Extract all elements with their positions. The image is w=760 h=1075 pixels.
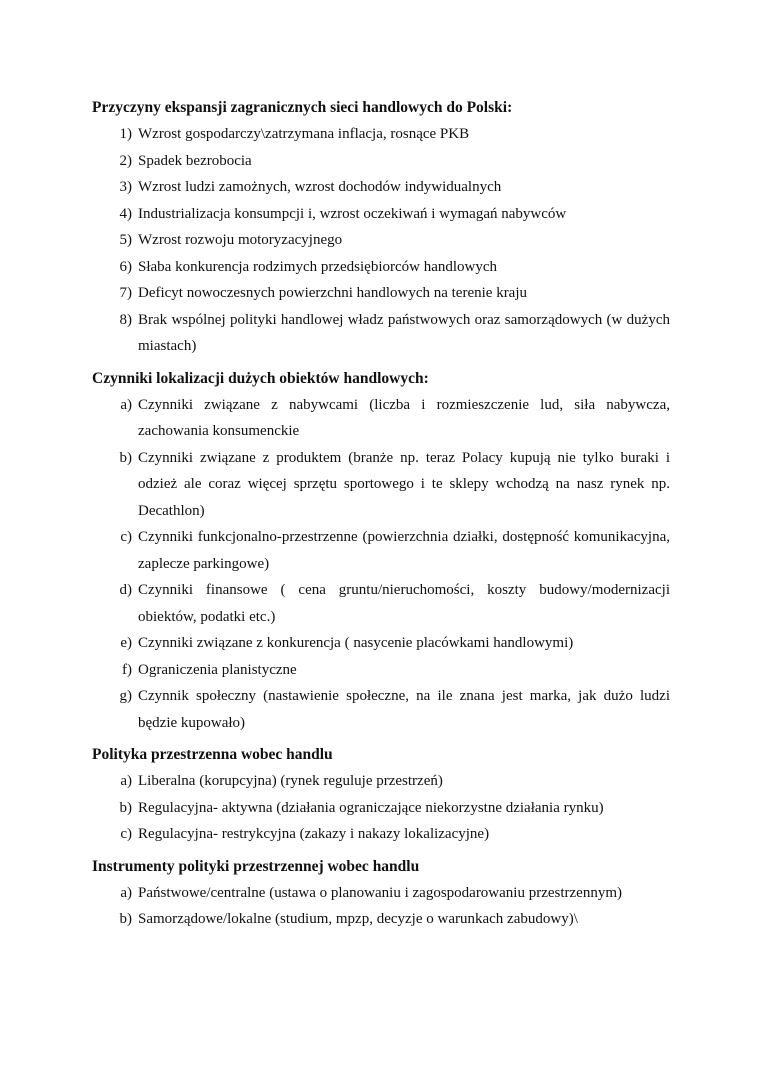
list-item-text: Czynniki funkcjonalno-przestrzenne (powierzchnia działki, dostępność komunikacyjna, zaplecze parkingowe) <box>138 529 670 572</box>
list-marker: c) <box>120 529 132 545</box>
section-heading: Instrumenty polityki przestrzennej wobec handlu <box>92 857 420 875</box>
list-marker: 1) <box>119 126 132 142</box>
list-item <box>92 880 670 907</box>
list-item-text: Państwowe/centralne (ustawa o planowaniu i zagospodarowaniu przestrzennym) <box>138 884 623 901</box>
section-location-factors <box>92 366 670 737</box>
list-marker: b) <box>119 911 132 927</box>
list-item <box>92 280 670 307</box>
list-item <box>92 524 670 577</box>
list-marker: a) <box>120 773 132 789</box>
list-item-text: Deficyt nowoczesnych powierzchni handlowych na terenie kraju <box>138 285 528 301</box>
list-item-text: Wzrost ludzi zamożnych, wzrost dochodów indywidualnych <box>138 179 502 195</box>
list-item-text: Wzrost rozwoju motoryzacyjnego <box>138 232 343 248</box>
list-item <box>92 174 670 201</box>
list-item <box>92 577 670 630</box>
list-item <box>92 906 670 933</box>
list-item-text: Czynniki związane z nabywcami (liczba i rozmieszczenie lud, siła nabywcza, zachowania konsumenckie <box>138 396 670 439</box>
section-heading: Przyczyny ekspansji zagranicznych sieci handlowych do Polski: <box>92 99 513 116</box>
list-marker: 6) <box>119 258 132 275</box>
list-marker: 5) <box>119 232 132 248</box>
list-item <box>92 795 670 822</box>
list-marker: a) <box>120 396 132 413</box>
list-marker: a) <box>120 884 132 901</box>
list-marker: 3) <box>119 179 132 195</box>
list-item <box>92 254 670 281</box>
list-marker: g) <box>119 688 132 704</box>
list-item-text: Samorządowe/lokalne (studium, mpzp, decyzje o warunkach zabudowy)\ <box>138 911 578 927</box>
list-item-text: Czynniki finansowe ( cena gruntu/nieruchomości, koszty budowy/modernizacji obiektów, podatki etc.) <box>138 582 670 625</box>
list-marker: 8) <box>119 311 132 328</box>
lettered-list <box>92 392 670 737</box>
list-item <box>92 121 670 148</box>
list-item-text: Wzrost gospodarczy\zatrzymana inflacja, rosnące PKB <box>138 126 470 142</box>
list-item-text: Spadek bezrobocia <box>138 152 252 169</box>
list-item <box>92 657 670 684</box>
list-item-text: Czynnik społeczny (nastawienie społeczne, na ile znana jest marka, jak dużo ludzi będzie kupowało) <box>138 688 670 731</box>
list-item <box>92 445 670 525</box>
list-item-text: Industrializacja konsumpcji i, wzrost oczekiwań i wymagań nabywców <box>138 205 567 222</box>
section-spatial-policy <box>92 742 670 848</box>
list-item <box>92 630 670 657</box>
list-item-text: Regulacyjna- restrykcyjna (zakazy i nakazy lokalizacyjne) <box>138 826 490 842</box>
list-item <box>92 683 670 736</box>
list-marker: f) <box>122 661 132 678</box>
list-marker: 7) <box>119 285 132 301</box>
section-heading: Czynniki lokalizacji dużych obiektów handlowych: <box>92 369 429 387</box>
list-item-text: Czynniki związane z konkurencja ( nasycenie placówkami handlowymi) <box>138 635 574 651</box>
section-expansion-causes <box>92 95 670 360</box>
list-marker: 2) <box>119 152 132 169</box>
list-marker: e) <box>120 635 132 651</box>
list-item-text: Liberalna (korupcyjna) (rynek reguluje przestrzeń) <box>138 773 443 789</box>
list-item <box>92 148 670 175</box>
list-item <box>92 821 670 848</box>
document-page <box>92 95 670 939</box>
list-item-text: Brak wspólnej polityki handlowej władz państwowych oraz samorządowych (w dużych miastach) <box>138 311 670 354</box>
lettered-list <box>92 880 670 933</box>
numbered-list <box>92 121 670 360</box>
list-item <box>92 307 670 360</box>
section-heading: Polityka przestrzenna wobec handlu <box>92 746 333 763</box>
list-item-text: Czynniki związane z produktem (branże np. teraz Polacy kupują nie tylko buraki i odzież ale coraz więcej sprzętu sportowego i te sklepy wchodzą na nasz rynek np. Decathlon) <box>138 449 670 519</box>
list-marker: b) <box>119 799 132 816</box>
list-item-text: Regulacyjna- aktywna (działania ograniczające niekorzystne działania rynku) <box>138 799 604 816</box>
list-marker: b) <box>119 449 132 466</box>
lettered-list <box>92 768 670 848</box>
list-item <box>92 392 670 445</box>
list-item <box>92 768 670 795</box>
list-item-text: Słaba konkurencja rodzimych przedsiębiorców handlowych <box>138 258 498 275</box>
list-item <box>92 201 670 228</box>
list-marker: c) <box>120 826 132 842</box>
list-item-text: Ograniczenia planistyczne <box>138 661 297 678</box>
list-marker: 4) <box>119 205 132 222</box>
section-policy-instruments <box>92 854 670 933</box>
list-marker: d) <box>119 582 132 598</box>
list-item <box>92 227 670 254</box>
